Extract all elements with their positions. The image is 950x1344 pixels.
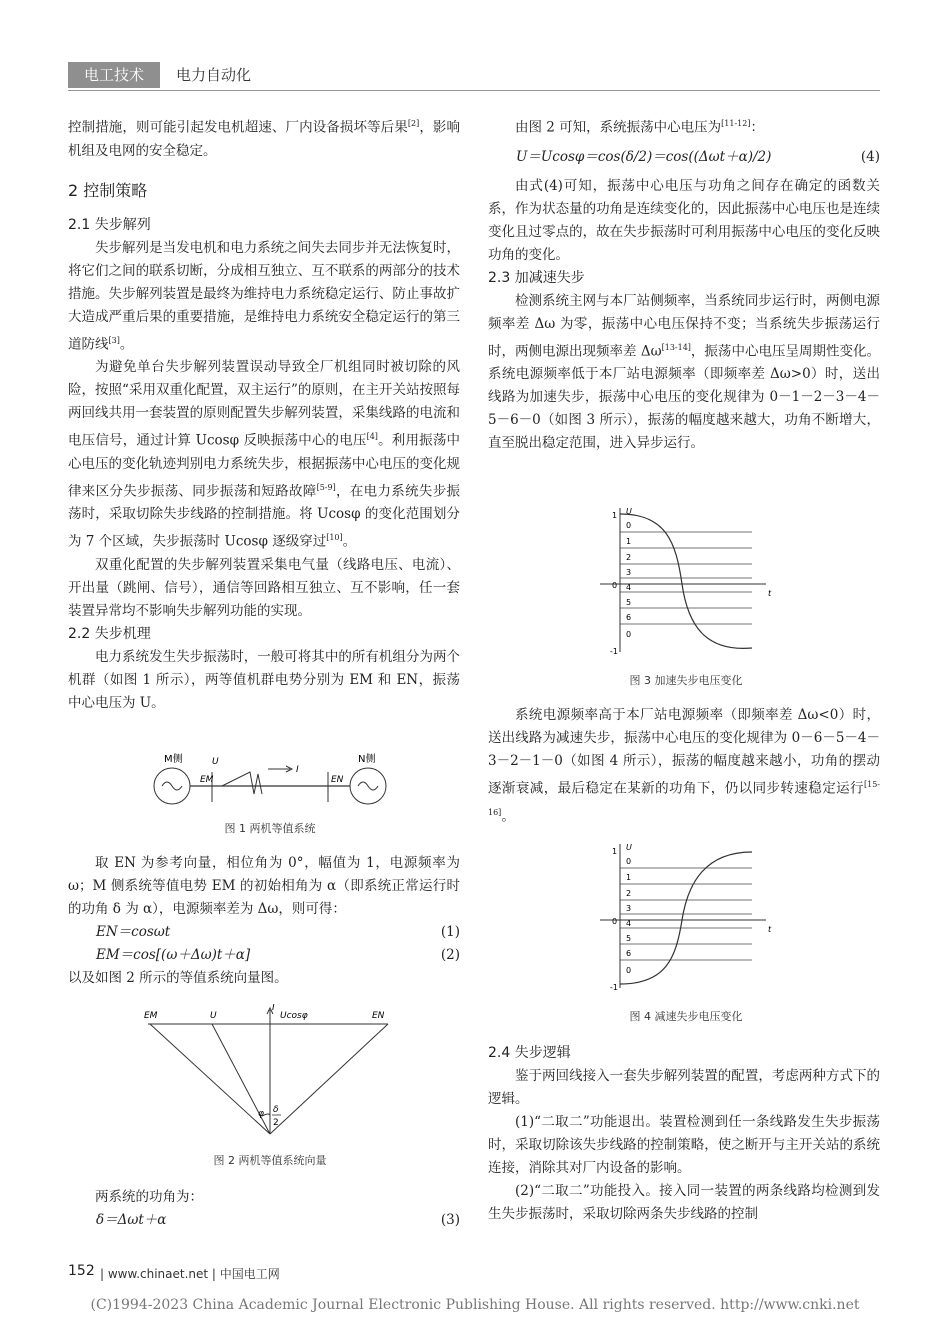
left-column-bottom	[68, 1186, 460, 1232]
figure-1-diagram	[150, 752, 390, 816]
figure-2-caption: 图 2 两机等值系统向量	[213, 1154, 327, 1167]
paragraph: 双重化配置的失步解列装置采集电气量（线路电压、电流）、开出量（跳闸、信号），通信等回路相互独立、互不影响，任一套装置异常均不影响失步解列功能的实现。	[68, 556, 460, 619]
svg-text:0: 0	[626, 630, 632, 639]
left-column	[68, 112, 460, 715]
svg-text:2: 2	[626, 889, 632, 898]
fig2-u-label: U	[210, 1011, 217, 1021]
svg-text:U: U	[626, 507, 632, 516]
svg-text:1: 1	[612, 511, 618, 520]
fig2-phi-label: φ	[258, 1109, 264, 1119]
section-2-4-heading: 2.4 失步逻辑	[488, 1045, 571, 1061]
footer-site: | www.chinaet.net | 中国电工网	[100, 1267, 280, 1281]
journal-tag: 电工技术	[68, 62, 160, 88]
equation-1: EN＝cosωt (1)	[96, 924, 460, 940]
fig3-curve	[620, 514, 752, 648]
paragraph: 电力系统发生失步振荡时，一般可将其中的所有机组分为两个机群（如图 1 所示），两等值机群电势分别为 EM 和 EN，振荡中心电压为 U。	[68, 648, 460, 711]
fig2-i-label: I	[272, 1004, 275, 1013]
equation-2: EM＝cos[(ω＋Δω)t＋α] (2)	[96, 947, 460, 963]
fig1-u-label: U	[212, 757, 219, 767]
svg-text:0: 0	[626, 857, 632, 866]
svg-text:1: 1	[626, 873, 632, 882]
svg-text:4: 4	[626, 583, 632, 592]
copyright-notice: (C)1994-2023 China Academic Journal Electronic Publishing House. All rights reserved. http://www.cnki.net	[90, 1297, 860, 1313]
svg-text:-1: -1	[610, 983, 618, 992]
fig1-i-label: I	[296, 765, 299, 775]
paragraph: 为避免单台失步解列装置误动导致全厂机组同时被切除的风险，按照“采用双重化配置，双主运行”的原则，在主开关站按照每两回线共用一套装置的原则配置失步解列装置，采集线路的电流和电压信号，通过计算 Ucosφ 反映振荡中心的电压[4]。利用振荡中心电压的变化轨迹判别电力系统失步，根据振荡中心电压的变化规律来区分失步振荡、同步振荡和短路故障[5-9]，在电力系统失步振荡时，采取切除失步线路的控制措施。将 Ucosφ 的变化范围划分为 7 个区域，失步振荡时 Ucosφ 逐级穿过[10]。	[68, 359, 461, 550]
svg-text:U: U	[626, 843, 632, 852]
fig1-em-label: EM	[200, 775, 214, 785]
fig1-en-label: EN	[331, 775, 344, 785]
right-column	[488, 112, 880, 455]
section-2-3-heading: 2.3 加减速失步	[488, 269, 585, 286]
paragraph: 以及如图 2 所示的等值系统向量图。	[68, 970, 288, 986]
fig1-n-label: N侧	[358, 754, 376, 765]
svg-text:6: 6	[626, 949, 632, 958]
figure-1-caption: 图 1 两机等值系统	[224, 822, 316, 835]
paragraph: 失步解列是当发电机和电力系统之间失去同步并无法恢复时，将它们之间的联系切断，分成相互独立、互不联系的两部分的技术措施。失步解列装置是最终为维持电力系统稳定运行、防止事故扩大造成严重后果的重要措施，是维持电力系统安全稳定运行的第三道防线[3]。	[68, 239, 460, 352]
svg-text:1: 1	[612, 847, 618, 856]
svg-text:4: 4	[626, 919, 632, 928]
svg-text:t: t	[768, 925, 772, 934]
fig2-two-label: 2	[273, 1118, 279, 1128]
equation-3: δ＝Δωt＋α (3)	[96, 1212, 460, 1228]
svg-text:2: 2	[626, 553, 632, 562]
svg-text:-1: -1	[610, 647, 618, 656]
figure-4-caption: 图 4 减速失步电压变化	[629, 1010, 743, 1023]
svg-text:3: 3	[626, 904, 632, 913]
fig2-ucos-label: Ucosφ	[280, 1011, 308, 1021]
svg-text:5: 5	[626, 598, 632, 607]
svg-text:3: 3	[626, 568, 632, 577]
paragraph: 由图 2 可知，系统振荡中心电压为[11-12]：	[515, 119, 764, 136]
left-column-lower	[68, 852, 460, 990]
svg-text:0: 0	[612, 917, 618, 926]
figure-4-chart	[596, 838, 776, 998]
fig2-en-label: EN	[372, 1011, 385, 1021]
section-2-2-heading: 2.2 失步机理	[68, 625, 151, 642]
figure-3-caption: 图 3 加速失步电压变化	[629, 674, 743, 687]
paragraph: 检测系统主网与本厂站侧频率，当系统同步运行时，两侧电源频率差 Δω 为零，振荡中心电压保持不变；当系统失步振荡运行时，两侧电源出现频率差 Δω[13-14]，振荡中心电压呈周期性变化。系统电源频率低于本厂站电源频率（即频率差 Δω>0）时，送出线路为加速失步，振荡中心电压的变化规律为 0－1－2－3－4－5－6－0（如图 3 所示），振荡的幅度越来越大，功角不断增大，直至脱出稳定范围，进入异步运行。	[488, 292, 880, 451]
right-column-mid	[488, 704, 880, 828]
fig2-delta-label: δ	[273, 1105, 279, 1115]
svg-text:t: t	[768, 589, 772, 598]
figure-3-chart	[596, 502, 776, 662]
right-column-bottom	[488, 1042, 880, 1226]
svg-text:1: 1	[626, 537, 632, 546]
svg-text:5: 5	[626, 934, 632, 943]
fig4-curve	[620, 852, 752, 984]
svg-text:6: 6	[626, 613, 632, 622]
fig1-m-label: M侧	[164, 754, 183, 765]
section-2-heading: 2 控制策略	[68, 180, 148, 200]
paragraph: (2)“二取二”功能投入。接入同一装置的两条线路均检测到发生失步振荡时，采取切除两条失步线路的控制	[488, 1183, 880, 1222]
paragraph: 系统电源频率高于本厂站电源频率（即频率差 Δω<0）时，送出线路为减速失步，振荡中心电压的变化规律为 0－6－5－4－3－2－1－0（如图 4 所示），振荡的幅度越来越小，功角的摆动逐渐衰减，最后稳定在某新的功角下，仍以同步转速稳定运行[15-16]。	[488, 707, 880, 824]
paragraph: 鉴于两回线接入一套失步解列装置的配置，考虑两种方式下的逻辑。	[488, 1068, 880, 1107]
header-rule	[68, 90, 880, 91]
equation-4: U＝Ucosφ＝cos(δ/2)＝cos((Δωt＋α)/2) (4)	[516, 148, 880, 165]
paragraph: (1)“二取二”功能退出。装置检测到任一条线路发生失步振荡时，采取切除该失步线路的控制策略，使之断开与主开关站的系统连接，消除其对厂内设备的影响。	[488, 1114, 880, 1176]
figure-2-vector-diagram	[140, 1004, 400, 1140]
paragraph: 由式(4)可知，振荡中心电压与功角之间存在确定的函数关系，作为状态量的功角是连续变化的，因此振荡中心电压也是连续变化且过零点的，故在失步振荡时可利用振荡中心电压的变化反映功角的变化。	[488, 177, 880, 263]
section-2-1-heading: 2.1 失步解列	[68, 216, 151, 233]
paragraph: 取 EN 为参考向量，相位角为 0°，幅值为 1，电源频率为 ω；M 侧系统等值电势 EM 的初始相角为 α（即系统正常运行时的功角 δ 为 α），电源频率差为 Δω，则可得：	[68, 855, 460, 917]
fig2-em-label: EM	[144, 1011, 158, 1021]
section-title: 电力自动化	[176, 66, 252, 84]
oscillation-marker	[222, 772, 262, 794]
paragraph: 两系统的功角为：	[95, 1189, 203, 1205]
intro-paragraph: 控制措施，则可能引起发电机超速、厂内设备损坏等后果[2]，影响机组及电网的安全稳定。	[68, 119, 461, 159]
svg-text:0: 0	[612, 581, 618, 590]
page-number: 152	[68, 1263, 95, 1279]
svg-text:0: 0	[626, 966, 632, 975]
svg-text:0: 0	[626, 521, 632, 530]
